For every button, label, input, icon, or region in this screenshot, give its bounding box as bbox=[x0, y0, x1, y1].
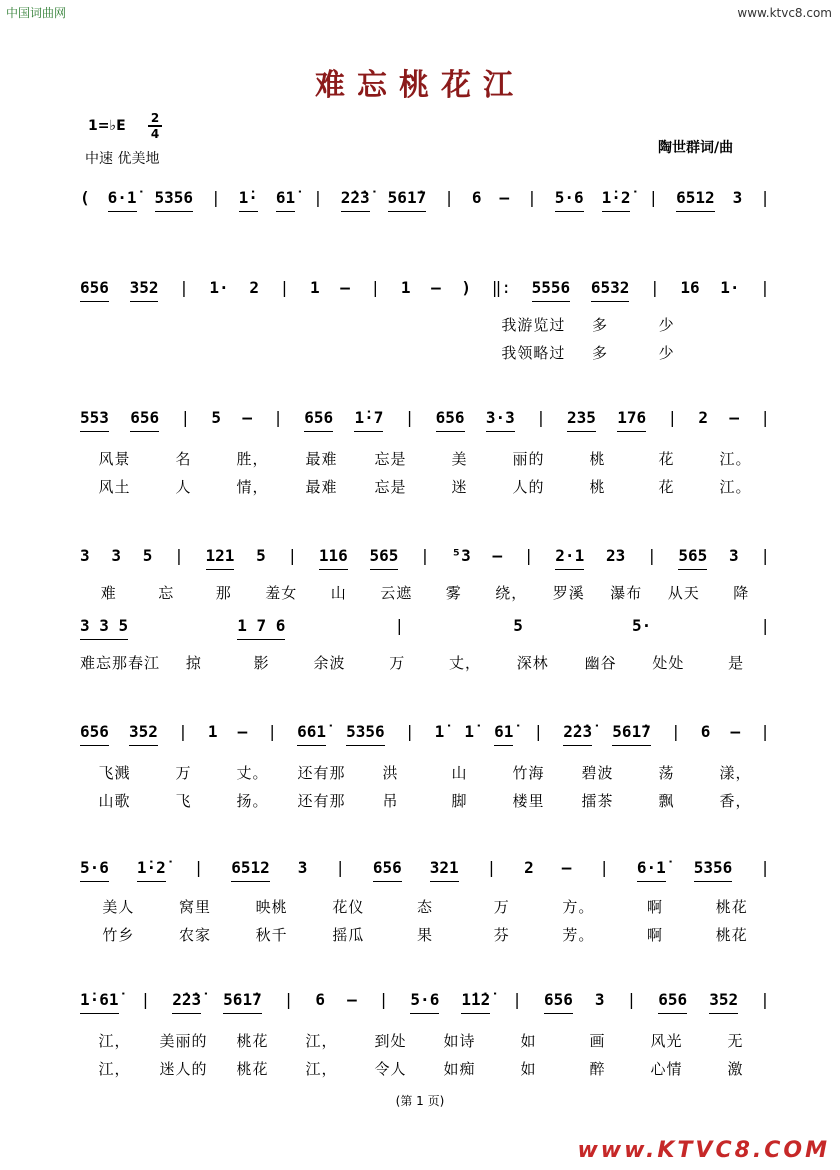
barline: | bbox=[760, 990, 770, 1009]
note-group: 565 bbox=[678, 546, 708, 565]
note-group: — bbox=[729, 408, 740, 427]
note-group: ) bbox=[461, 278, 472, 297]
note-group: 352 bbox=[129, 278, 159, 297]
lyric-word: 摇瓜 bbox=[332, 926, 365, 944]
lyric-line bbox=[80, 582, 770, 603]
note-group: 2 bbox=[698, 408, 709, 427]
note-group: 656 bbox=[435, 408, 465, 427]
note-group: 6532 bbox=[590, 278, 630, 297]
lyric-word: 风景 bbox=[98, 450, 131, 468]
lyric-word: 令人 bbox=[374, 1060, 407, 1078]
lyric-word: 如 bbox=[520, 1032, 537, 1050]
note-group: 321 bbox=[429, 858, 459, 877]
barline: | bbox=[193, 858, 204, 877]
barline: | bbox=[646, 546, 657, 565]
lyric-line bbox=[80, 762, 770, 783]
note-group: 3·3 bbox=[485, 408, 515, 427]
barline: | bbox=[404, 722, 415, 741]
lyric-word: 楼里 bbox=[512, 792, 545, 810]
barline: | bbox=[760, 546, 770, 565]
note-group: 6512 bbox=[231, 858, 270, 877]
barline: | bbox=[533, 722, 544, 741]
lyric-word: 桃 bbox=[589, 478, 606, 496]
lyric-line bbox=[80, 790, 770, 811]
barline: | bbox=[760, 188, 770, 207]
note-group: 6 bbox=[315, 990, 326, 1009]
lyric-word: 激 bbox=[727, 1060, 744, 1078]
lyric-word: 桃花 bbox=[236, 1060, 269, 1078]
barline: | bbox=[420, 546, 430, 565]
lyric-word: 飞溅 bbox=[98, 764, 131, 782]
note-group: 1̇ bbox=[434, 722, 445, 741]
note-group: 656 bbox=[372, 858, 402, 877]
song-title: 难忘桃花江 bbox=[315, 68, 525, 103]
lyric-word: 万 bbox=[175, 764, 192, 782]
lyric-line bbox=[80, 1058, 770, 1079]
lyric-word: 江， bbox=[305, 1032, 338, 1050]
lyric-word: 少 bbox=[658, 316, 675, 334]
note-group: 565 bbox=[369, 546, 399, 565]
note-group: 1 bbox=[207, 722, 218, 741]
notation-line bbox=[80, 408, 770, 427]
lyric-word: 飘 bbox=[658, 792, 675, 810]
lyric-word: 深林 bbox=[516, 654, 549, 672]
lyric-word: 万 bbox=[389, 654, 406, 672]
barline: | bbox=[512, 990, 522, 1009]
lyric-word: 难 bbox=[100, 584, 117, 602]
lyric-word: 花 bbox=[658, 450, 675, 468]
note-group: 116 bbox=[318, 546, 348, 565]
note-group: 2̇2̇3̇ bbox=[172, 990, 202, 1009]
lyric-word: 处处 bbox=[652, 654, 685, 672]
lyric-word: 还有那 bbox=[297, 764, 346, 782]
lyric-word: 是 bbox=[728, 654, 745, 672]
note-group: 1 bbox=[309, 278, 320, 297]
note-group: — bbox=[340, 278, 350, 297]
barline: | bbox=[335, 858, 345, 877]
lyric-word: 漾， bbox=[719, 764, 752, 782]
lyric-word: 芳。 bbox=[562, 926, 595, 944]
note-group: — bbox=[492, 546, 503, 565]
note-group: ( bbox=[80, 188, 90, 207]
note-group: 5· bbox=[632, 616, 652, 635]
note-group: 1̇·61̇ bbox=[80, 990, 119, 1009]
barline: | bbox=[599, 858, 609, 877]
lyric-word: 羞女 bbox=[265, 584, 298, 602]
lyric-word: 忘是 bbox=[374, 478, 407, 496]
lyric-word: 胜， bbox=[236, 450, 269, 468]
lyric-word: 香， bbox=[719, 792, 752, 810]
barline: | bbox=[211, 188, 221, 207]
note-group: 1̇· bbox=[238, 188, 258, 207]
note-group: 561̇7 bbox=[223, 990, 262, 1009]
note-group: 61̇ bbox=[275, 188, 296, 207]
note-group: 5356 bbox=[346, 722, 385, 741]
note-group: 656 bbox=[304, 408, 334, 427]
lyric-word: 幽谷 bbox=[584, 654, 617, 672]
lyric-word: 瀑布 bbox=[610, 584, 643, 602]
lyric-word: 丽的 bbox=[512, 450, 545, 468]
lyric-word: 人的 bbox=[512, 478, 545, 496]
lyric-word: 心情 bbox=[650, 1060, 683, 1078]
key-signature: 1=♭E bbox=[88, 118, 126, 134]
note-group: 5 bbox=[513, 616, 523, 635]
lyric-word: 桃 bbox=[589, 450, 606, 468]
lyric-word: 雾 bbox=[445, 584, 462, 602]
note-group: 6512 bbox=[676, 188, 715, 207]
lyric-word: 碧波 bbox=[581, 764, 614, 782]
barline: | bbox=[667, 408, 678, 427]
lyric-word: 桃花 bbox=[715, 926, 748, 944]
lyric-word: 风光 bbox=[650, 1032, 683, 1050]
lyric-word: 桃花 bbox=[236, 1032, 269, 1050]
note-group: 5·6 bbox=[554, 188, 584, 207]
lyric-word: 掠 bbox=[185, 654, 202, 672]
barline: | bbox=[140, 990, 151, 1009]
lyric-word: 最难 bbox=[305, 478, 338, 496]
note-group: 5356 bbox=[693, 858, 733, 877]
lyric-word: 脚 bbox=[451, 792, 468, 810]
lyric-line bbox=[80, 896, 770, 917]
note-group: — bbox=[347, 990, 357, 1009]
barline: | bbox=[760, 278, 770, 297]
note-group: 2 bbox=[249, 278, 259, 297]
lyric-word: 山 bbox=[330, 584, 347, 602]
note-group: 2·1 bbox=[555, 546, 585, 565]
note-group: 2̇2̇3̇ bbox=[340, 188, 370, 207]
barline: | bbox=[670, 722, 681, 741]
lyric-line bbox=[80, 476, 770, 497]
lyric-word: 江， bbox=[98, 1060, 131, 1078]
note-group: 121 bbox=[205, 546, 235, 565]
lyric-word: 山 bbox=[451, 764, 468, 782]
lyric-line bbox=[80, 924, 770, 945]
lyric-word: 忘 bbox=[158, 584, 175, 602]
note-group: 1̇1̇2̇ bbox=[461, 990, 491, 1009]
lyric-word: 飞 bbox=[175, 792, 192, 810]
note-group: 1̇·2̇ bbox=[136, 858, 166, 877]
lyric-word: 罗溪 bbox=[552, 584, 585, 602]
barline: | bbox=[378, 990, 389, 1009]
barline: | bbox=[174, 546, 184, 565]
barline: | bbox=[404, 408, 415, 427]
barline: | bbox=[178, 722, 188, 741]
time-signature bbox=[148, 112, 162, 140]
note-group: — bbox=[237, 722, 248, 741]
barline: | bbox=[279, 278, 290, 297]
lyric-line bbox=[500, 342, 700, 363]
lyric-word: 江。 bbox=[719, 450, 752, 468]
barline: | bbox=[527, 188, 537, 207]
note-group: 5 bbox=[256, 546, 266, 565]
lyric-word: 醉 bbox=[589, 1060, 606, 1078]
barline: | bbox=[313, 188, 323, 207]
lyric-word: 迷人的 bbox=[159, 1060, 208, 1078]
barline: | bbox=[370, 278, 381, 297]
barline: | bbox=[648, 188, 659, 207]
notation-line bbox=[80, 188, 770, 207]
note-group: 3 3 5 bbox=[80, 616, 129, 635]
brand-watermark: www.KTVC8.COM bbox=[577, 1138, 830, 1163]
lyric-word: 竹乡 bbox=[102, 926, 135, 944]
lyric-word: 农家 bbox=[179, 926, 212, 944]
notation-line bbox=[80, 990, 770, 1009]
note-group: 5·6 bbox=[80, 858, 109, 877]
note-group: 6 bbox=[700, 722, 711, 741]
barline: | bbox=[760, 408, 770, 427]
page-number: (第 1 页) bbox=[395, 1094, 445, 1108]
lyric-word: 情， bbox=[236, 478, 269, 496]
tempo-marking: 中速 优美地 bbox=[85, 151, 160, 167]
lyric-word: 映桃 bbox=[255, 898, 288, 916]
note-group: 176 bbox=[617, 408, 647, 427]
note-group: — bbox=[431, 278, 441, 297]
note-group: ‖: bbox=[491, 278, 511, 297]
note-group: ⁵3 bbox=[451, 546, 471, 565]
lyric-word: 迷 bbox=[451, 478, 468, 496]
lyric-word: 还有那 bbox=[297, 792, 346, 810]
barline: | bbox=[760, 858, 770, 877]
lyric-word: 美丽的 bbox=[159, 1032, 208, 1050]
note-group: 1· bbox=[209, 278, 229, 297]
lyric-word: 啊 bbox=[647, 898, 664, 916]
lyric-word: 忘是 bbox=[374, 450, 407, 468]
note-group: 661̇ bbox=[297, 722, 327, 741]
site-name-left[interactable]: 中国词曲网 bbox=[6, 6, 67, 20]
note-group: 23 bbox=[605, 546, 626, 565]
lyric-word: 画 bbox=[589, 1032, 606, 1050]
note-group: 61̇ bbox=[494, 722, 514, 741]
lyric-word: 丈。 bbox=[236, 764, 269, 782]
lyric-word: 万 bbox=[493, 898, 510, 916]
note-group: 1 bbox=[400, 278, 411, 297]
note-group: 656 bbox=[80, 722, 109, 741]
lyric-word: 扬。 bbox=[236, 792, 269, 810]
note-group: 656 bbox=[543, 990, 573, 1009]
barline: | bbox=[273, 408, 283, 427]
note-group: 1 7 6 bbox=[237, 616, 286, 635]
barline: | bbox=[267, 722, 277, 741]
barline: | bbox=[760, 722, 770, 741]
lyric-word: 花仪 bbox=[332, 898, 365, 916]
lyric-word: 名 bbox=[175, 450, 192, 468]
composer-credit: 陶世群词/曲 bbox=[658, 140, 734, 156]
lyric-word: 风土 bbox=[98, 478, 131, 496]
lyric-word: 态 bbox=[417, 898, 434, 916]
lyric-word: 竹海 bbox=[512, 764, 545, 782]
note-group: 6·1̇ bbox=[636, 858, 666, 877]
note-group: 561̇7 bbox=[387, 188, 427, 207]
lyric-word: 如诗 bbox=[443, 1032, 476, 1050]
note-group: 3 bbox=[297, 858, 308, 877]
lyric-word: 我领略过 bbox=[501, 344, 566, 362]
note-group: 1̇·2̇ bbox=[601, 188, 631, 207]
lyric-word: 荡 bbox=[658, 764, 675, 782]
lyric-word: 云遮 bbox=[380, 584, 413, 602]
lyric-word: 秋千 bbox=[255, 926, 288, 944]
lyric-word: 芬 bbox=[493, 926, 510, 944]
lyric-word: 丈， bbox=[449, 654, 482, 672]
note-group: 553 bbox=[80, 408, 109, 427]
note-group: 656 bbox=[658, 990, 688, 1009]
barline: | bbox=[626, 990, 637, 1009]
barline: | bbox=[394, 616, 405, 635]
time-sig-bottom: 4 bbox=[150, 127, 160, 141]
note-group: 3 bbox=[111, 546, 122, 565]
lyric-word: 影 bbox=[253, 654, 270, 672]
barline: | bbox=[486, 858, 497, 877]
note-group: 3 bbox=[594, 990, 605, 1009]
notation-line bbox=[80, 858, 770, 877]
lyric-word: 从天 bbox=[667, 584, 700, 602]
lyric-word: 江。 bbox=[719, 478, 752, 496]
lyric-word: 方。 bbox=[562, 898, 595, 916]
barline: | bbox=[523, 546, 534, 565]
note-group: — bbox=[561, 858, 572, 877]
note-group: 5356 bbox=[154, 188, 194, 207]
notation-line bbox=[80, 546, 770, 565]
note-group: 3 bbox=[80, 546, 90, 565]
note-group: 6·1̇ bbox=[107, 188, 137, 207]
lyric-word: 绕， bbox=[495, 584, 528, 602]
note-group: 561̇7 bbox=[612, 722, 651, 741]
lyric-line bbox=[500, 314, 700, 335]
barline: | bbox=[283, 990, 294, 1009]
lyric-word: 到处 bbox=[374, 1032, 407, 1050]
note-group: 3 bbox=[732, 188, 743, 207]
note-group: 16 bbox=[680, 278, 700, 297]
notation-line bbox=[80, 722, 770, 741]
barline: | bbox=[760, 616, 770, 635]
note-group: 5·6 bbox=[410, 990, 440, 1009]
lyric-word: 江， bbox=[98, 1032, 131, 1050]
lyric-word: 美 bbox=[451, 450, 468, 468]
note-group: 2̇2̇3̇ bbox=[563, 722, 593, 741]
lyric-word: 江， bbox=[305, 1060, 338, 1078]
note-group: 5556 bbox=[531, 278, 571, 297]
note-group: 235 bbox=[567, 408, 596, 427]
lyric-word: 花 bbox=[658, 478, 675, 496]
note-group: 352 bbox=[129, 722, 158, 741]
barline: | bbox=[179, 278, 189, 297]
barline: | bbox=[650, 278, 660, 297]
lyric-word: 多 bbox=[592, 344, 609, 362]
notation-line bbox=[80, 616, 770, 635]
lyric-word: 洪 bbox=[382, 764, 399, 782]
lyric-word: 吊 bbox=[382, 792, 399, 810]
lyric-word: 桃花 bbox=[715, 898, 748, 916]
lyric-word: 最难 bbox=[305, 450, 338, 468]
lyric-word: 难忘那春江 bbox=[80, 654, 161, 672]
lyric-word: 果 bbox=[417, 926, 434, 944]
note-group: 5 bbox=[142, 546, 153, 565]
lyric-word: 山歌 bbox=[98, 792, 131, 810]
lyric-word: 擂茶 bbox=[581, 792, 614, 810]
note-group: 656 bbox=[130, 408, 160, 427]
lyric-word: 那 bbox=[215, 584, 232, 602]
lyric-line bbox=[80, 652, 770, 673]
lyric-word: 人 bbox=[175, 478, 192, 496]
note-group: 656 bbox=[80, 278, 109, 297]
time-sig-top: 2 bbox=[150, 111, 160, 125]
site-url-right[interactable]: www.ktvc8.com bbox=[737, 6, 832, 20]
lyric-word: 如 bbox=[520, 1060, 537, 1078]
lyric-word: 如痴 bbox=[443, 1060, 476, 1078]
note-group: 2 bbox=[524, 858, 534, 877]
barline: | bbox=[287, 546, 298, 565]
lyric-word: 降 bbox=[733, 584, 750, 602]
lyric-word: 无 bbox=[727, 1032, 744, 1050]
note-group: 6 bbox=[471, 188, 482, 207]
lyric-word: 啊 bbox=[647, 926, 664, 944]
note-group: 5 bbox=[211, 408, 222, 427]
lyric-line bbox=[80, 448, 770, 469]
note-group: — bbox=[242, 408, 252, 427]
note-group: — bbox=[499, 188, 510, 207]
note-group: 1̇ bbox=[464, 722, 474, 741]
lyric-word: 我游览过 bbox=[501, 316, 566, 334]
lyric-word: 少 bbox=[658, 344, 675, 362]
notation-line bbox=[80, 278, 770, 297]
note-group: 352 bbox=[709, 990, 739, 1009]
lyric-word: 美人 bbox=[102, 898, 135, 916]
note-group: 1· bbox=[720, 278, 740, 297]
barline: | bbox=[180, 408, 191, 427]
lyric-line bbox=[80, 1030, 770, 1051]
barline: | bbox=[444, 188, 454, 207]
note-group: 1̇·7 bbox=[354, 408, 384, 427]
note-group: 3 bbox=[728, 546, 739, 565]
barline: | bbox=[536, 408, 546, 427]
lyric-word: 余波 bbox=[313, 654, 346, 672]
note-group: — bbox=[730, 722, 741, 741]
lyric-word: 多 bbox=[592, 316, 609, 334]
lyric-word: 窝里 bbox=[179, 898, 212, 916]
